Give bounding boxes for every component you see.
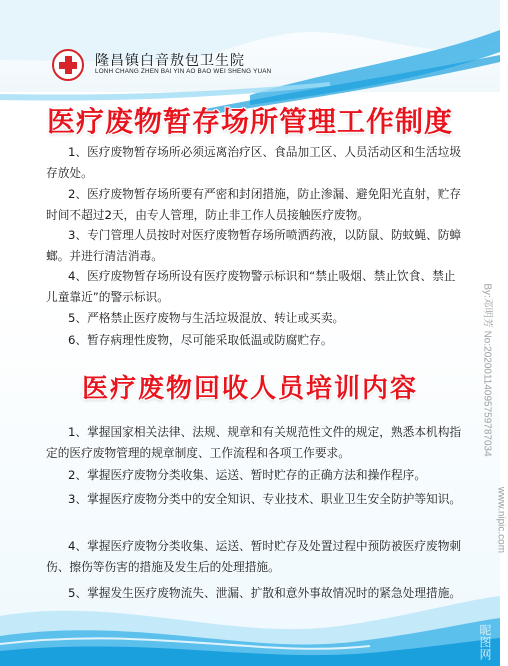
section2-item-5: 5、掌握发生医疗废物流失、泄漏、扩散和意外事故情况时的紧急处理措施。 <box>68 586 462 600</box>
section1-item-2: 2、医疗废物暂存场所要有严密和封闭措施，防止渗漏、避免阳光直射，贮存时间不超过2天，由专人管理，防止非工作人员接触医疗废物。 <box>46 187 462 222</box>
section2-title: 医疗废物回收人员培训内容 <box>81 374 418 404</box>
watermark-side-text: By:邓明芳 No:20200114095759787034 <box>481 283 493 457</box>
watermark-brand: 昵图网 <box>478 624 492 660</box>
watermark-site-text: www.nipic.com <box>495 486 507 554</box>
org-name: 隆昌镇白音敖包卫生院 <box>95 53 245 69</box>
footer-wave <box>0 556 500 666</box>
section1-item-3: 3、专门管理人员按时对医疗废物暂存场所喷洒药液，以防鼠、防蚊蝇、防蟑螂。并进行清洁消毒。 <box>46 228 462 263</box>
watermark-site <box>494 420 508 620</box>
section2-item-3: 3、掌握医疗废物分类中的安全知识、专业技术、职业卫生安全防护等知识。 <box>68 492 462 506</box>
section1-title: 医疗废物暂存场所管理工作制度 <box>46 105 453 138</box>
section2-item-4: 4、掌握医疗废物分类收集、运送、暂时贮存及处置过程中预防被医疗废物刺伤、擦伤等伤害的措施及发生后的处理措施。 <box>46 539 462 574</box>
section1-item-6: 6、暂存病理性废物，尽可能采取低温或防腐贮存。 <box>68 333 333 347</box>
section1-item-4: 4、医疗废物暂存场所设有医疗废物警示标识和“禁止吸烟、禁止饮食、禁止儿童靠近”的警示标识。 <box>46 269 456 304</box>
section2-item-2: 2、掌握医疗废物分类收集、运送、暂时贮存的正确方法和操作程序。 <box>68 468 427 482</box>
section1-item-1: 1、医疗废物暂存场所必须远离治疗区、食品加工区、人员活动区和生活垃圾存放处。 <box>46 145 462 180</box>
section2-item-1: 1、掌握国家相关法律、法规、规章和有关规范性文件的规定，熟悉本机构指定的医疗废物管理的规章制度、工作流程和各项工作要求。 <box>46 425 462 460</box>
section1-item-5: 5、严格禁止医疗废物与生活垃圾混放、转让或买卖。 <box>68 311 345 325</box>
org-name-pinyin: LONH CHANG ZHEN BAI YIN AO BAO WEI SHENG YUAN <box>95 68 272 75</box>
hospital-cross-logo-icon <box>52 49 84 81</box>
